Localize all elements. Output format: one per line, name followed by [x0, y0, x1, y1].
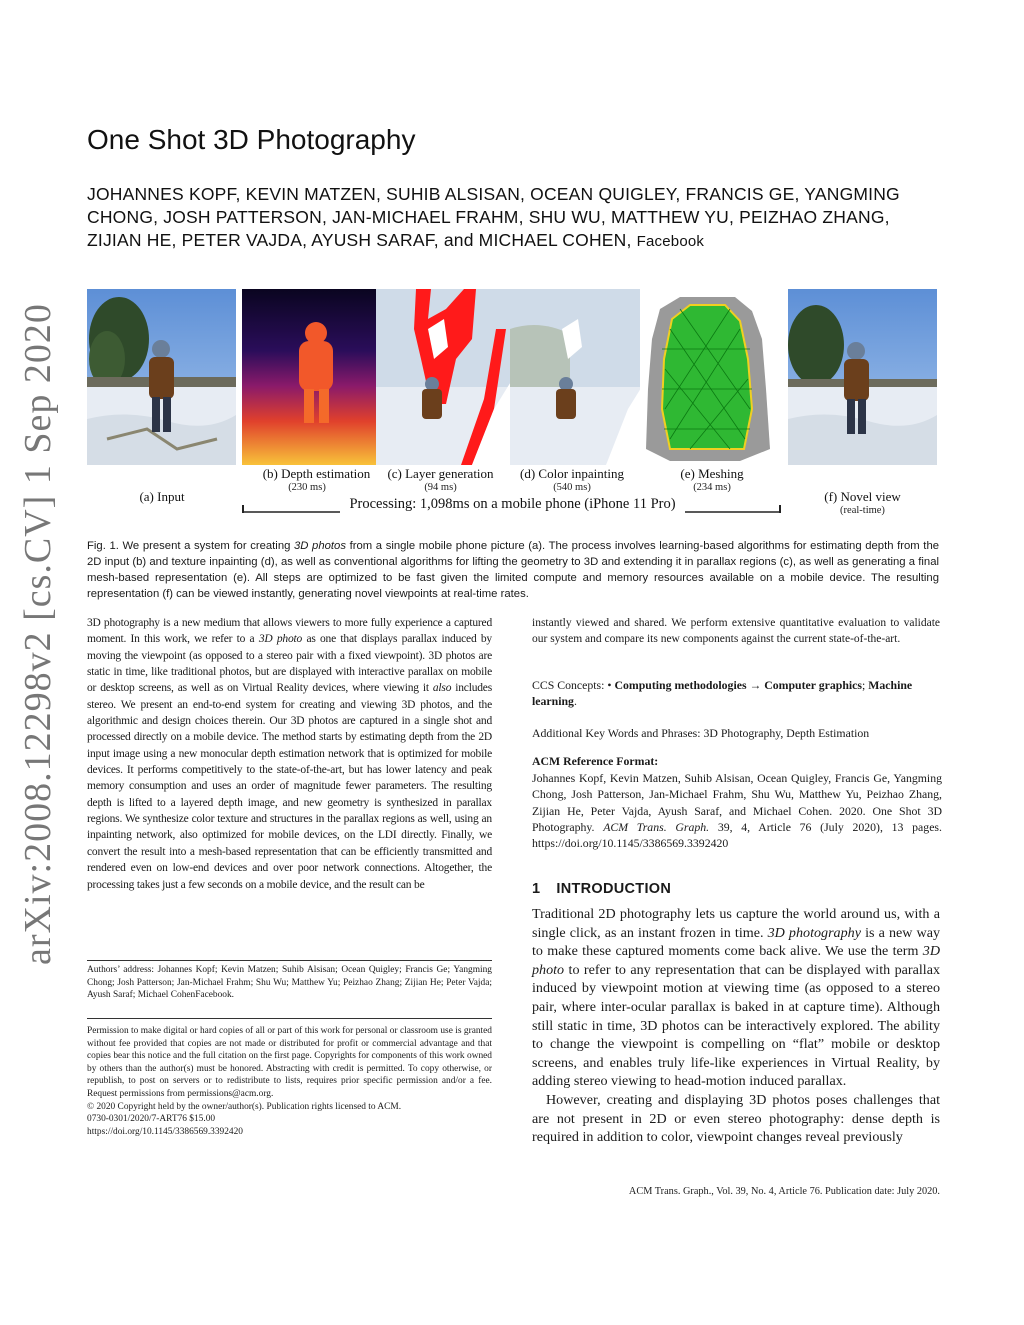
depth-map-image: [242, 289, 391, 465]
page-footer: ACM Trans. Graph., Vol. 39, No. 4, Article 76. Publication date: July 2020.: [628, 1186, 940, 1197]
caption-rest: from a single mobile phone picture (a). The process involves learning-based algorithms for estimating depth from the 2D input (b) and texture inpainting (d), as well as conventional algorithms for lifting the geometry to 3D and extending it in parallax regions (c), as well as generating a final mesh-based representation (e). All steps are optimized to be fast given the limited compute and memory resources available on a mobile device. The resulting representation (f) can be viewed instantly, generating novel viewpoints at real-time rates.: [87, 540, 940, 600]
introduction-text: [532, 905, 940, 1147]
layer-generation-image: [376, 289, 525, 465]
abstract-em-1: 3D photo: [258, 633, 303, 646]
label-input: (a) Input: [139, 489, 185, 504]
authors-names: JOHANNES KOPF, KEVIN MATZEN, SUHIB ALSISAN, OCEAN QUIGLEY, FRANCIS GE, YANGMING CHONG, JOSH PATTERSON, JAN-MICHAEL FRAHM, SHU WU, MATTHEW YU, PEIZHAO ZHANG, ZIJIAN HE, PETER VAJDA, AYUSH SARAF, and MICHAEL COHEN,: [87, 184, 900, 250]
abstract-part-1: 3D photography is a new medium that allows viewers to more fully experience a captured moment. In this work, we refer to a: [87, 617, 492, 646]
figure-panel-layers: [376, 289, 525, 465]
figure-panel-meshing: [640, 289, 772, 465]
ccs-concept-2: Machine learning: [532, 678, 913, 709]
processing-time-label: Processing: 1,098ms on a mobile phone (iPhone 11 Pro): [340, 496, 685, 513]
label-novel-view: (f) Novel view: [824, 489, 901, 504]
ccs-bullet: •: [607, 678, 615, 692]
ccs-end: .: [573, 694, 577, 709]
paper-title: One Shot 3D Photography: [87, 124, 416, 155]
section-title: INTRODUCTION: [556, 881, 672, 897]
novel-view-image: [788, 289, 937, 465]
label-depth: (b) Depth estimation: [262, 466, 371, 481]
caption-prefix: Fig. 1. We present a system for creating: [87, 540, 294, 552]
intro-p1-em2: 3D photo: [532, 943, 940, 978]
authors-address: Authors’ address: Johannes Kopf; Kevin Matzen; Suhib Alsisan; Ocean Quigley; Francis Ge; Yangming Chong; Josh Patterson; Jan-Michael Frahm; Shu Wu; Matthew Yu; Peizhao Zhang; Zijian He; Peter Vajda; Ayush Saraf; Michael CohenFacebook.: [87, 965, 492, 1001]
caption-emphasis: 3D photos: [294, 540, 346, 552]
author-list: [87, 183, 947, 253]
abstract-part-3: includes stereo. We present an end-to-end system for creating and viewing 3D photos, and the algorithmic and design choices therein. Our 3D photos are captured in a single shot and processed directly on a mobile device. The method starts by estimating depth from the 2D input image using a new monocular depth estimation network that is optimized for mobile devices. It performs competitively to the state-of-the-art, but has lower latency and peak memory consumption and uses an order of magnitude fewer parameters. The resulting depth is lifted to a layered depth image, and new geometry is synthesized in parallax regions. We synthesize color texture and structures in the parallax regions as well, using an inpainting network, also optimized for mobile devices, on the LDI directly. Finally, we convert the result into a mesh-based representation that can be efficiently transmitted and rendered even on low-end devices and over poor network connections. Altogether, the processing takes just a few seconds on a mobile device, and the result can be: [87, 682, 492, 891]
time-novel-view: (real-time): [840, 505, 885, 516]
intro-p1-c: to refer to any representation that can be displayed with parallax induced by viewpoint motion at viewing time (as opposed to a stereo pair, where inter-ocular parallax is baked in at capture time). Although still static in time, 3D photos can be interactively explored. The ability to change the viewpoint is compelling on “flat” mobile or desktop screens, and enables truly life-like experiences in Virtual Reality, by adding stereo viewing to head-motion induced parallax.: [532, 961, 940, 1090]
reference-part-2: 39, 4, Article 76 (July 2020), 13 pages. https://doi.org/10.1145/3386569.3392420: [532, 819, 942, 851]
ccs-sep: ;: [862, 678, 869, 692]
arxiv-identifier: arXiv:2008.12298v2 [cs.CV] 1 Sep 2020: [17, 303, 59, 965]
figure-panel-novel-view: [788, 289, 937, 465]
issn-line: 0730-0301/2020/7-ART76 $15.00: [87, 1114, 216, 1125]
section-number: 1: [532, 881, 541, 897]
permission-notice: [87, 1025, 492, 1138]
abstract-left-column: [87, 615, 492, 893]
reference-journal: ACM Trans. Graph.: [603, 819, 710, 834]
mesh-image: [640, 289, 772, 465]
permission-rule: [87, 1018, 492, 1019]
reference-part-1: Johannes Kopf, Kevin Matzen, Suhib Alsisan, Ocean Quigley, Francis Ge, Yangming Chong, Josh Patterson, Jan-Michael Frahm, Shu Wu, Matthew Yu, Peizhao Zhang, Zijian He, Peter Vajda, Ayush Saraf, and Michael Cohen. 2020. One Shot 3D Photography.: [532, 771, 942, 834]
reference-heading: ACM Reference Format:: [532, 754, 659, 768]
intro-paragraph-1: [532, 905, 940, 1091]
keywords: Additional Key Words and Phrases: 3D Photography, Depth Estimation: [532, 726, 870, 740]
intro-p1-b: is a new way to make these captured moments come back alive. We use the term: [532, 924, 941, 960]
time-depth: (230 ms): [288, 482, 326, 493]
color-inpainting-image: [510, 289, 659, 465]
affiliation: Facebook: [636, 233, 705, 250]
section-heading-introduction: [532, 881, 671, 897]
abstract-right-column: instantly viewed and shared. We perform extensive quantitative evaluation to validate our system and compare its new components against the current state-of-the-art.: [532, 617, 940, 646]
time-meshing: (234 ms): [693, 482, 731, 493]
footnote-rule: [87, 960, 492, 961]
label-layers: (c) Layer generation: [387, 466, 494, 481]
label-inpainting: (d) Color inpainting: [520, 466, 624, 481]
input-photo-image: [87, 289, 236, 465]
doi-line: https://doi.org/10.1145/3386569.3392420: [87, 1126, 243, 1137]
abstract-part-2: as one that displays parallax induced by moving the viewpoint (as opposed to a stereo pair with a fixed viewpoint). 3D photos are static in time, like traditional photos, but are displayed with interactive parallax on mobile or desktop screens, as well as on Virtual Reality devices, where viewing it: [87, 633, 492, 695]
ccs-concept-1: Computing methodologies → Computer graphics: [614, 678, 863, 692]
time-inpainting: (540 ms): [553, 482, 591, 493]
intro-paragraph-2: However, creating and displaying 3D photos poses challenges that are not present in 2D or even stereo photography: dense depth is required in addition to color, viewpoint changes reveal previously: [532, 1091, 940, 1146]
copyright-line: © 2020 Copyright held by the owner/author(s). Publication rights licensed to ACM.: [87, 1101, 402, 1112]
figure-caption: [87, 538, 939, 602]
figure-panel-input: [87, 289, 236, 465]
time-layers: (94 ms): [424, 482, 457, 493]
intro-p1-em: 3D photography: [767, 924, 861, 941]
permission-text: Permission to make digital or hard copies of all or part of this work for personal or classroom use is granted without fee provided that copies are not made or distributed for profit or commercial advantage and that copies bear this notice and the full citation on the first page. Copyrights for components of this work owned by others than the author(s) must be honored. Abstracting with credit is permitted. To copy otherwise, or republish, to post on servers or to redistribute to lists, requires prior specific permission and/or a fee. Request permissions from permissions@acm.org.: [87, 1026, 492, 1099]
reference-body: [532, 770, 942, 851]
figure-panel-inpainting: [510, 289, 659, 465]
ccs-label: CCS Concepts:: [532, 678, 608, 692]
abstract-em-2: also: [432, 682, 452, 695]
label-meshing: (e) Meshing: [680, 466, 744, 481]
intro-p1-a: Traditional 2D photography lets us capture the world around us, with a single click, as an instant frozen in time.: [532, 906, 940, 941]
ccs-concepts: [532, 677, 942, 710]
figure-panel-depth: [242, 289, 391, 465]
